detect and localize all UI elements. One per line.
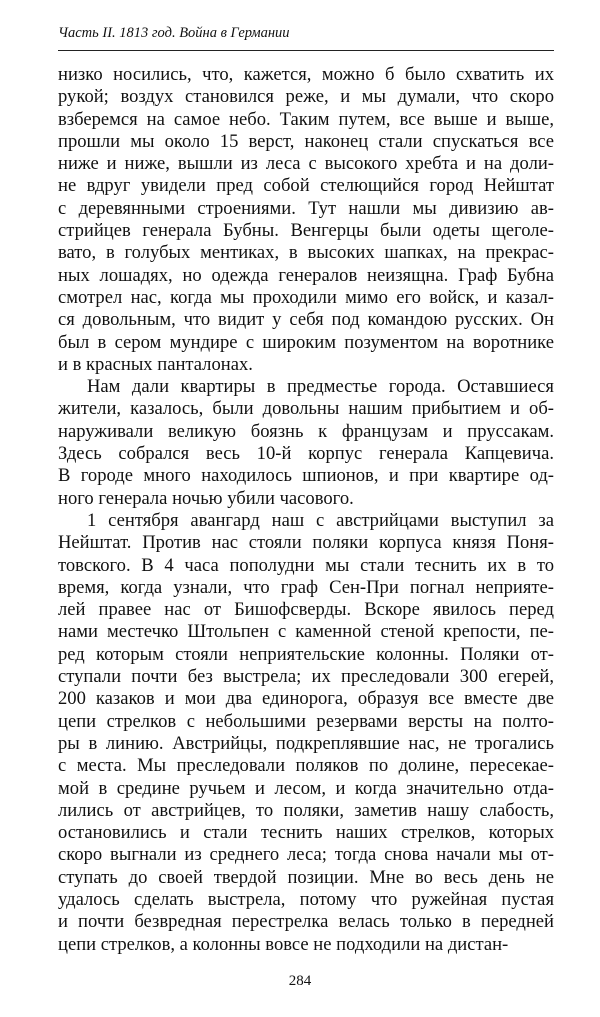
text-line: Нейштат. Против нас стояли поляки корпуса князя Поня-: [58, 532, 554, 554]
page-number: 284: [288, 973, 312, 989]
text-line: смотрел нас, когда мы проходили мимо его войск, и казал-: [58, 286, 554, 308]
text-line: мой в средине ручьем и лесом, и когда значительно отда-: [58, 777, 554, 799]
text-line: низко носились, что, кажется, можно б было схватить их: [58, 64, 554, 85]
text-line: не вдруг увидели пред собой стелющийся город Нейштат: [58, 175, 554, 197]
text-line: с места. Мы преследовали поляков по долине, пересекае-: [58, 755, 554, 777]
text-line: В городе много находилось шпионов, и при квартире од-: [58, 465, 554, 487]
running-title: Часть II. 1813 год. Война в Германии: [58, 25, 290, 41]
text-line: с деревянными строениями. Тут нашли мы дивизию ав-: [58, 197, 554, 219]
text-line: лились от австрийцев, то поляки, заметив нашу слабость,: [58, 799, 554, 821]
text-line: вато, в голубых ментиках, в высоких шапках, на прекрас-: [58, 242, 554, 264]
text-line: был в сером мундире с широким позументом на воротнике: [58, 331, 554, 353]
text-line: Здесь собрался весь 10-й корпус генерала Капцевича.: [58, 443, 554, 465]
paragraph: [58, 64, 554, 376]
text-line: нами местечко Штольпен с каменной стеной крепости, пе-: [58, 621, 554, 643]
text-line: цепи стрелков, а колонны вовсе не подходили на дистан-: [58, 933, 509, 955]
text-line: ного генерала ночью убили часового.: [58, 487, 354, 509]
paragraph: [58, 510, 554, 956]
text-line: 200 казаков и мои два единорога, образуя все вместе две: [58, 688, 554, 710]
text-line: взберемся на самое небо. Таким путем, все выше и выше,: [58, 108, 554, 130]
header-rule: [58, 50, 554, 51]
text-line: наруживали великую боязнь к французам и пруссакам.: [58, 420, 554, 442]
text-line: ступать до своей твердой позиции. Мне во весь день не: [58, 866, 554, 888]
text-line: жители, казалось, были довольны нашим прибытием и об-: [58, 398, 554, 420]
text-line: и почти безвредная перестрелка велась только в передней: [58, 911, 554, 933]
text-line: стрийцев генерала Бубны. Венгерцы были одеты щеголе-: [58, 220, 554, 242]
text-line: товского. В 4 часа пополудни мы стали теснить их в то: [58, 554, 554, 576]
text-line: лей правее нас от Бишофсверды. Вскоре явилось перед: [58, 599, 554, 621]
text-line: и в красных панталонах.: [58, 353, 253, 375]
text-line: ступали почти без выстрела; их преследовали 300 егерей,: [58, 666, 554, 688]
text-line: ры в линию. Австрийцы, подкреплявшие нас, не трогались: [58, 732, 554, 754]
text-line: ред которым стояли неприятельские колонны. Поляки от-: [58, 643, 554, 665]
text-line: остановились и стали теснить наших стрелков, которых: [58, 822, 554, 844]
text-line: цепи стрелков с небольшими резервами версты на полто-: [58, 710, 554, 732]
body-text: [58, 64, 554, 956]
text-line: ниже и ниже, вышли из леса с высокого хребта и на доли-: [58, 153, 554, 175]
text-line: Нам дали квартиры в предместье города. Оставшиеся: [87, 376, 554, 398]
text-line: ных лошадях, но одежда генералов неизящна. Граф Бубна: [58, 264, 554, 286]
text-line: рукой; воздух становился реже, и мы думали, что скоро: [58, 86, 554, 108]
text-line: ся довольным, что видит у себя под командою русских. Он: [58, 309, 554, 331]
paragraph: [58, 376, 554, 510]
text-line: время, когда узнали, что граф Сен-При погнал неприяте-: [58, 576, 554, 598]
text-line: удалось сделать выстрела, потому что ружейная пустая: [58, 888, 554, 910]
text-line: прошли мы около 15 верст, наконец стали спускаться все: [58, 130, 554, 152]
text-line: 1 сентября авангард наш с австрийцами выступил за: [87, 509, 554, 531]
text-line: скоро выгнали из среднего леса; тогда снова начали мы от-: [58, 844, 554, 866]
